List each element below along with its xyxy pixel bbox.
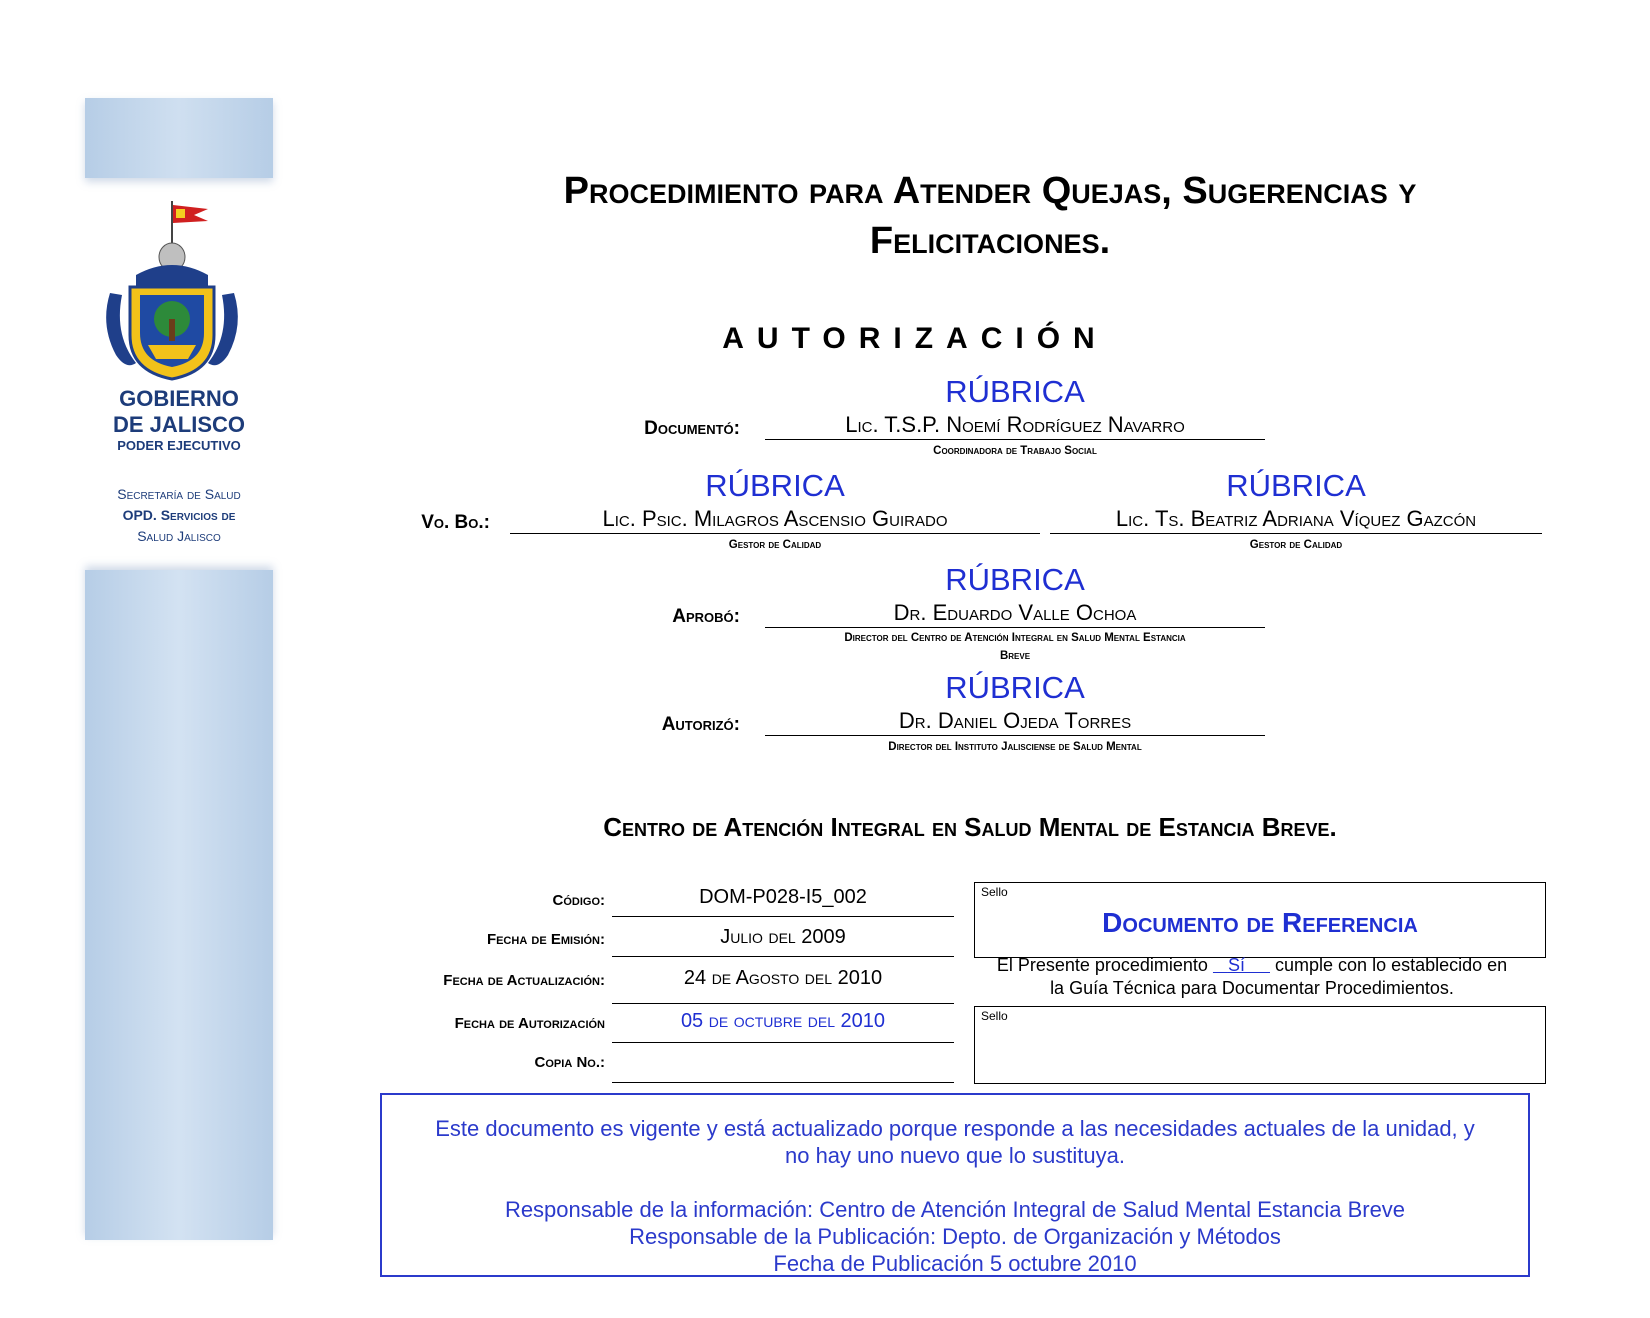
reference-title: Documento de Referencia [1102, 907, 1418, 938]
government-name [85, 386, 273, 438]
footer-line-4: Responsable de la Publicación: Depto. de Organización y Métodos [629, 1224, 1281, 1249]
aprobo-role-line-2: Breve [999, 650, 1031, 662]
gov-line-2: DE JALISCO [112, 412, 246, 437]
documento-role: Coordinadora de Trabajo Social [933, 445, 1097, 457]
sidebar-bottom-band [85, 570, 273, 1240]
footer-line-5: Fecha de Publicación 5 octubre 2010 [773, 1251, 1137, 1276]
title-line-2: Felicitaciones. [869, 220, 1111, 262]
centro-heading: Centro de Atención Integral en Salud Mental de Estancia Breve. [603, 812, 1337, 842]
secretaria-line: Secretaría de Salud [117, 486, 241, 502]
rubrica-documento: RÚBRICA [945, 374, 1085, 409]
aprobo-role-line-1: Director del Centro de Atención Integral en Salud Mental Estancia [844, 632, 1186, 644]
presente-pre: El Presente procedimiento [996, 955, 1208, 975]
presente-text [962, 954, 1542, 1000]
sello-label-2: Sello [981, 1009, 1008, 1023]
gov-line-3: PODER EJECUTIVO [117, 438, 241, 453]
copia-label: Copia No.: [534, 1054, 605, 1071]
actualizacion-value: 24 de Agosto del 2010 [612, 967, 954, 1004]
vobo-1-name: Lic. Psic. Milagros Ascensio Guirado [510, 506, 1040, 534]
rubrica-vobo-2: RÚBRICA [1226, 468, 1366, 503]
sidebar-top-band [85, 98, 273, 178]
presente-post: cumple con lo establecido en [1275, 955, 1508, 975]
vobo-1-role: Gestor de Calidad [728, 539, 822, 551]
emision-value: Julio del 2009 [612, 926, 954, 957]
opd-line: OPD. Servicios de [122, 507, 236, 523]
sello-label-1: Sello [981, 885, 1008, 899]
autorizacion-label: Fecha de Autorización [454, 1015, 605, 1032]
vobo-2-name: Lic. Ts. Beatriz Adriana Víquez Gazcón [1050, 506, 1542, 534]
sello-stamp-box [974, 1006, 1546, 1084]
aprobo-label: Aprobó: [672, 606, 740, 627]
autorizo-label: Autorizó: [661, 714, 740, 735]
autorizo-name: Dr. Daniel Ojeda Torres [765, 708, 1265, 736]
salud-line: Salud Jalisco [137, 528, 221, 544]
emision-label: Fecha de Emisión: [486, 931, 605, 948]
presente-si: Sí [1227, 955, 1245, 975]
title-line-1: Procedimiento para Atender Quejas, Sugerencias y [563, 170, 1417, 212]
documento-name: Lic. T.S.P. Noemí Rodríguez Navarro [765, 412, 1265, 440]
rubrica-aprobo: RÚBRICA [945, 562, 1085, 597]
autorizacion-heading: AUTORIZACIÓN [722, 322, 1108, 355]
presente-line-2: la Guía Técnica para Documentar Procedimientos. [1050, 978, 1454, 998]
validity-footer-box [380, 1093, 1530, 1277]
aprobo-role [765, 629, 1265, 665]
copia-value [612, 1048, 954, 1083]
actualizacion-label: Fecha de Actualización: [443, 972, 605, 989]
footer-line-2: no hay uno nuevo que lo sustituya. [784, 1143, 1126, 1168]
rubrica-vobo-1: RÚBRICA [705, 468, 845, 503]
codigo-label: Código: [552, 892, 605, 909]
footer-line-1: Este documento es vigente y está actualizado porque responde a las necesidades actuales de la unidad, y [435, 1116, 1475, 1141]
autorizacion-value: 05 de octubre del 2010 [612, 1010, 954, 1043]
vobo-2-role: Gestor de Calidad [1249, 539, 1343, 551]
aprobo-name: Dr. Eduardo Valle Ochoa [765, 600, 1265, 628]
gov-line-1: GOBIERNO [119, 386, 239, 411]
rubrica-autorizo: RÚBRICA [945, 670, 1085, 705]
jalisco-coat-of-arms-logo [96, 195, 246, 385]
page-title [400, 166, 1580, 266]
vobo-label: Vo. Bo.: [421, 512, 490, 533]
reference-stamp-box [974, 882, 1546, 958]
autorizo-role: Director del Instituto Jalisciense de Salud Mental [888, 741, 1142, 753]
documento-label: Documentó: [644, 418, 740, 439]
footer-line-3: Responsable de la información: Centro de Atención Integral de Salud Mental Estancia Breve [504, 1197, 1406, 1222]
secretaria-block [85, 484, 273, 547]
codigo-value: DOM-P028-I5_002 [612, 886, 954, 917]
